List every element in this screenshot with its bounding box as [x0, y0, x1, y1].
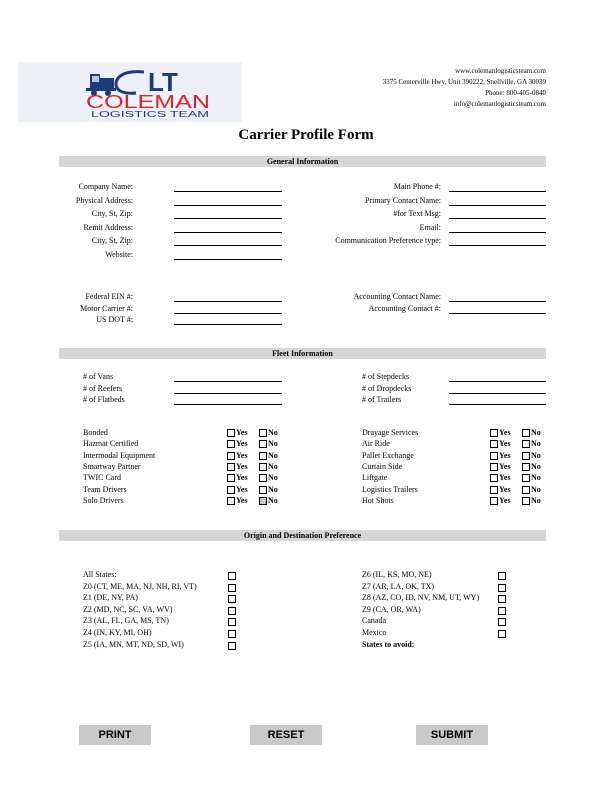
no-checkbox[interactable]	[522, 440, 530, 448]
check-label: Air Ride	[362, 439, 390, 449]
no-checkbox[interactable]	[522, 452, 530, 460]
yes-checkbox[interactable]	[490, 463, 498, 471]
section-general-header: General Information	[59, 156, 546, 167]
zone-label: Z6 (IL, KS, MO, NE)	[362, 570, 432, 579]
input-field[interactable]	[174, 324, 282, 325]
no-label: No	[268, 450, 278, 460]
zone-label: Z7 (AR, LA, OK, TX)	[362, 581, 435, 591]
no-checkbox[interactable]	[522, 429, 530, 437]
fleet-label: # of Stepdecks	[362, 372, 410, 381]
input-field[interactable]	[174, 245, 282, 246]
field-label: Federal EIN #:	[85, 292, 133, 301]
check-label: Solo Drivers	[83, 495, 124, 505]
input-field[interactable]	[449, 232, 546, 233]
input-field[interactable]	[449, 218, 546, 219]
zone-checkbox[interactable]	[228, 572, 236, 580]
zone-label: Z2 (MD, NC, SC, VA, WV)	[83, 604, 173, 614]
field-label: Primary Contact Name:	[365, 195, 441, 205]
states-to-avoid-label: States to avoid:	[362, 639, 415, 649]
zone-checkbox[interactable]	[498, 572, 506, 580]
submit-button[interactable]: SUBMIT	[416, 725, 488, 745]
field-label: Main Phone #:	[393, 182, 441, 191]
zone-checkbox[interactable]	[228, 630, 236, 638]
no-checkbox[interactable]	[522, 497, 530, 505]
field-label: Accounting Contact Name:	[353, 292, 441, 301]
field-label: Email:	[419, 222, 441, 232]
check-label: Hazmat Certified	[83, 439, 139, 449]
no-checkbox[interactable]	[522, 486, 530, 494]
no-label: No	[531, 484, 541, 494]
company-address: 3375 Centerville Hwy, Unit 390222, Snellville, GA 30039	[382, 78, 546, 86]
check-label: Hot Shots	[362, 495, 394, 505]
logo-sub: LOGISTICS TEAM	[91, 110, 210, 118]
check-label: Logistics Trailers	[362, 484, 418, 494]
yes-label: Yes	[236, 484, 248, 494]
company-website[interactable]: www.colemanlogisticsteam.com	[455, 67, 546, 75]
zone-label: Canada	[362, 616, 386, 626]
yes-label: Yes	[236, 439, 248, 449]
section-fleet-header: Fleet Information	[59, 348, 546, 359]
field-label: City, St, Zip:	[91, 209, 133, 218]
field-label: Remit Address:	[83, 222, 133, 232]
zone-checkbox[interactable]	[228, 607, 236, 615]
zone-label: Z3 (AL, FL, GA, MS, TN)	[83, 616, 169, 626]
input-field[interactable]	[174, 259, 282, 260]
yes-checkbox[interactable]	[227, 497, 235, 505]
input-field[interactable]	[174, 205, 282, 206]
yes-label: Yes	[499, 473, 511, 483]
input-field[interactable]	[449, 205, 546, 206]
yes-checkbox[interactable]	[490, 440, 498, 448]
input-field[interactable]	[449, 404, 546, 405]
field-label: Communication Preference type:	[335, 236, 441, 245]
check-label: Bonded	[83, 428, 108, 437]
yes-checkbox[interactable]	[227, 486, 235, 494]
zone-label: Z4 (IN, KY, MI, OH)	[83, 628, 152, 637]
zone-checkbox[interactable]	[228, 584, 236, 592]
yes-checkbox[interactable]	[490, 497, 498, 505]
zone-label: Z8 (AZ, CO, ID, NV, NM, UT, WY)	[362, 593, 480, 603]
no-checkbox[interactable]	[259, 429, 267, 437]
input-field[interactable]	[174, 191, 282, 192]
yes-label: Yes	[499, 439, 511, 449]
input-field[interactable]	[174, 232, 282, 233]
zone-checkbox[interactable]	[498, 618, 506, 626]
zone-label: All States:	[83, 570, 117, 579]
print-button[interactable]: PRINT	[79, 725, 151, 745]
input-field[interactable]	[174, 404, 282, 405]
yes-label: Yes	[499, 428, 511, 437]
form-title: Carrier Profile Form	[238, 127, 374, 143]
yes-label: Yes	[236, 461, 248, 471]
no-label: No	[531, 495, 541, 505]
field-label: Accounting Contact #:	[368, 304, 441, 313]
field-label: Website:	[105, 249, 133, 259]
yes-label: Yes	[499, 461, 511, 471]
input-field[interactable]	[449, 301, 546, 302]
no-label: No	[531, 450, 541, 460]
check-label: Liftgate	[362, 473, 388, 483]
fleet-label: # of Flatbeds	[83, 395, 125, 404]
check-label: Intermodal Equipment	[83, 450, 156, 460]
yes-checkbox[interactable]	[490, 452, 498, 460]
check-label: TWIC Card	[83, 473, 121, 483]
company-contact	[383, 66, 546, 110]
zone-checkbox[interactable]	[498, 584, 506, 592]
input-field[interactable]	[449, 191, 546, 192]
company-email[interactable]: info@colemanlogisticsteam.com	[453, 100, 546, 108]
field-label: Physical Address:	[75, 195, 133, 205]
input-field[interactable]	[174, 301, 282, 302]
fleet-label: # of Dropdecks	[362, 383, 412, 393]
zone-label: Z9 (CA, OR, WA)	[362, 604, 421, 614]
yes-checkbox[interactable]	[227, 452, 235, 460]
input-field[interactable]	[449, 245, 546, 246]
no-label: No	[531, 428, 541, 437]
check-label: Drayage Services	[362, 428, 419, 437]
field-label: Motor Carrier #:	[80, 303, 133, 313]
yes-checkbox[interactable]	[227, 463, 235, 471]
yes-checkbox[interactable]	[490, 429, 498, 437]
company-logo	[86, 66, 216, 118]
no-label: No	[531, 461, 541, 471]
input-field[interactable]	[449, 381, 546, 382]
zone-checkbox[interactable]	[498, 595, 506, 603]
check-label: Pallet Exchange	[362, 450, 414, 460]
field-label: #for Text Msg:	[393, 209, 441, 218]
yes-label: Yes	[236, 495, 248, 505]
zone-label: Z5 (IA, MN, MT, ND, SD, WI)	[83, 639, 184, 649]
no-label: No	[531, 473, 541, 483]
no-label: No	[268, 484, 278, 494]
no-checkbox[interactable]	[259, 474, 267, 482]
field-label: City, St, Zip:	[91, 236, 133, 245]
logo-letters: LT	[148, 67, 178, 97]
no-label: No	[531, 439, 541, 449]
company-phone: Phone: 800-405-0840	[485, 89, 546, 97]
no-checkbox[interactable]	[522, 474, 530, 482]
no-checkbox[interactable]	[259, 440, 267, 448]
yes-checkbox[interactable]	[227, 474, 235, 482]
section-origin-header: Origin and Destination Preference	[59, 530, 546, 541]
reset-button[interactable]: RESET	[250, 725, 322, 745]
no-checkbox[interactable]	[259, 452, 267, 460]
input-field[interactable]	[174, 313, 282, 314]
yes-checkbox[interactable]	[490, 474, 498, 482]
zone-label: Z1 (DE, NY, PA)	[83, 593, 138, 603]
yes-label: Yes	[499, 450, 511, 460]
field-label: Company Name:	[78, 182, 133, 191]
no-checkbox[interactable]	[259, 463, 267, 471]
check-label: Smartway Partner	[83, 461, 141, 471]
input-field[interactable]	[174, 393, 282, 394]
yes-checkbox[interactable]	[490, 486, 498, 494]
no-label: No	[268, 473, 278, 483]
fleet-label: # of Trailers	[362, 395, 402, 404]
input-field[interactable]	[449, 393, 546, 394]
no-checkbox[interactable]	[259, 497, 267, 505]
fleet-label: # of Vans	[83, 372, 114, 381]
no-checkbox[interactable]	[259, 486, 267, 494]
field-label: US DOT #:	[96, 315, 133, 324]
fleet-label: # of Reefers	[83, 383, 123, 393]
yes-checkbox[interactable]	[227, 429, 235, 437]
yes-label: Yes	[236, 450, 248, 460]
input-field[interactable]	[449, 313, 546, 314]
check-label: Curtain Side	[362, 461, 403, 471]
yes-label: Yes	[236, 473, 248, 483]
zone-label: Mexico	[362, 628, 387, 637]
zone-checkbox[interactable]	[498, 630, 506, 638]
input-field[interactable]	[174, 218, 282, 219]
yes-label: Yes	[499, 484, 511, 494]
zone-checkbox[interactable]	[228, 595, 236, 603]
yes-label: Yes	[236, 428, 248, 437]
zone-checkbox[interactable]	[228, 642, 236, 650]
logo-name: COLEMAN	[86, 92, 210, 112]
no-label: No	[268, 428, 278, 437]
zone-checkbox[interactable]	[498, 607, 506, 615]
check-label: Team Drivers	[83, 484, 127, 494]
no-checkbox[interactable]	[522, 463, 530, 471]
no-label: No	[268, 439, 278, 449]
no-label: No	[268, 495, 278, 505]
no-label: No	[268, 461, 278, 471]
yes-checkbox[interactable]	[227, 440, 235, 448]
input-field[interactable]	[174, 381, 282, 382]
zone-label: Z0 (CT, ME, MA, NJ, NH, RI, VT)	[83, 581, 197, 591]
yes-label: Yes	[499, 495, 511, 505]
zone-checkbox[interactable]	[228, 618, 236, 626]
